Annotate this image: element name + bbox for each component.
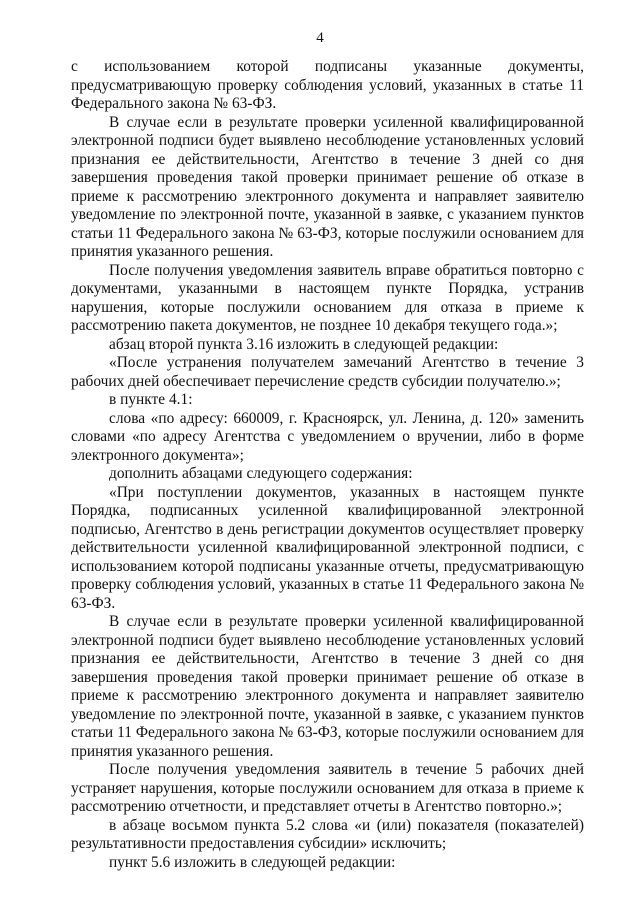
document-body <box>71 58 584 872</box>
paragraph: «После устранения получателем замечаний Агентство в течение 3 рабочих дней обеспечивает перечисление средств субсидии получателю.»; <box>71 354 584 390</box>
paragraph: пункт 5.6 изложить в следующей редакции: <box>109 853 396 871</box>
paragraph: После получения уведомления заявитель вправе обратиться повторно с документами, указанными в настоящем пункте Порядка, устранив нарушения, которые послужили основанием для отказа в приеме к рассмотрению пакета документов, не позднее 10 декабря текущего года.»; <box>71 261 584 334</box>
paragraph: В случае если в результате проверки усиленной квалифицированной электронной подписи будет выявлено несоблюдение установленных условий признания ее действительности, Агентство в течение 3 дней со дня завершения проведения такой проверки принимает решение об отказе в приеме к рассмотрению электронного документа и направляет заявителю уведомление по электронной почте, указанной в заявке, с указанием пунктов статьи 11 Федерального закона № 63-ФЗ, которые послужили основанием для принятия указанного решения. <box>71 613 584 760</box>
paragraph: «При поступлении документов, указанных в настоящем пункте Порядка, подписанных усиленной квалифицированной электронной подписью, Агентство в день регистрации документов осуществляет проверку действительности усиленной квалифицированной электронной подписи, с использованием которой подписаны указанные отчеты, предусматривающую проверку соблюдения условий, указанных в статье 11 Федерального закона № 63-ФЗ. <box>71 483 584 612</box>
paragraph: слова «по адресу: 660009, г. Красноярск, ул. Ленина, д. 120» заменить словами «по адресу Агентства с уведомлением о вручении, либо в форме электронного документа»; <box>71 409 584 464</box>
paragraph: с использованием которой подписаны указанные документы, предусматривающую проверку соблюдения условий, указанных в статье 11 Федерального закона № 63-ФЗ. <box>71 58 584 112</box>
paragraph: В случае если в результате проверки усиленной квалифицированной электронной подписи будет выявлено несоблюдение установленных условий признания ее действительности, Агентство в течение 3 дней со дня завершения проведения такой проверки принимает решение об отказе в приеме к рассмотрению электронного документа и направляет заявителю уведомление по электронной почте, указанной в заявке, с указанием пунктов статьи 11 Федерального закона № 63-ФЗ, которые послужили основанием для принятия указанного решения. <box>71 113 584 260</box>
paragraph: дополнить абзацами следующего содержания: <box>109 465 413 482</box>
paragraph: в абзаце восьмом пункта 5.2 слова «и (или) показателя (показателей) результативности предоставления субсидии» исключить; <box>71 816 584 852</box>
paragraph: в пункте 4.1: <box>109 391 193 408</box>
paragraph: абзац второй пункта 3.16 изложить в следующей редакции: <box>109 335 499 353</box>
paragraph: После получения уведомления заявитель в течение 5 рабочих дней устраняет нарушения, которые послужили основанием для отказа в приеме к рассмотрению отчетности, и представляет отчеты в Агентство повторно.»; <box>71 761 584 815</box>
page-number: 4 <box>316 30 324 46</box>
